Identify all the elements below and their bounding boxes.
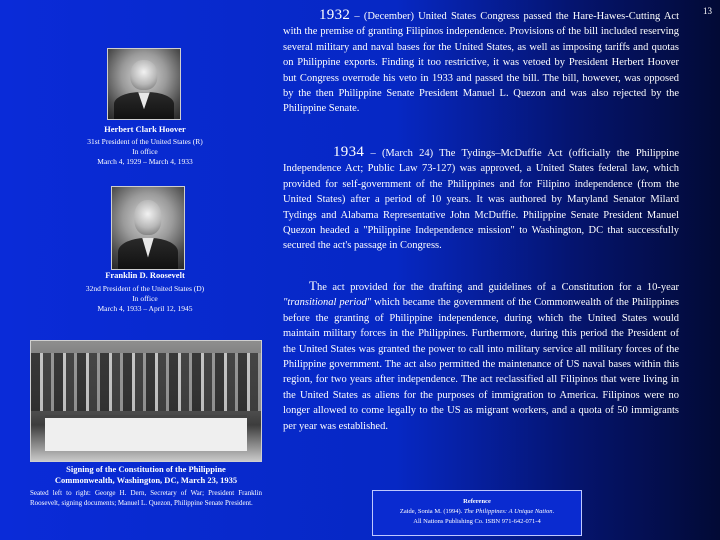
paragraph-act-text-before: he act provided for the drafting and guidelines of a Constitution for a 10-year	[316, 282, 679, 293]
year-1932: 1932	[319, 7, 351, 23]
reference-citation: Zaide, Sonia M. (1994). The Philippines: A Unique Nation.	[399, 508, 555, 515]
signing-title-line2: Commonwealth, Washington, DC, March 23, 1935	[54, 475, 238, 485]
signing-title-line1: Signing of the Constitution of the Philippine	[66, 464, 226, 474]
signing-description: Seated left to right: George H. Dern, Secretary of War; President Franklin Roosevelt, signing documents; Manuel L. Quezon, Philippine Senate President.	[30, 489, 262, 507]
reference-book-title: The Philippines: A Unique Nation	[463, 508, 553, 515]
roosevelt-portrait	[111, 186, 185, 270]
roosevelt-caption	[60, 270, 230, 314]
hoover-caption	[60, 124, 230, 167]
reference-publisher: All Nations Publishing Co. ISBN 971-642-071-4	[413, 518, 541, 525]
hoover-term: March 4, 1929 – March 4, 1933	[97, 157, 193, 166]
signing-caption	[28, 464, 264, 486]
paragraph-act-lead: T	[309, 278, 317, 293]
roosevelt-name: Franklin D. Roosevelt	[105, 270, 185, 280]
portrait-photo-icon	[134, 200, 161, 234]
year-1934: 1934	[333, 144, 365, 160]
reference-title: Reference	[463, 498, 491, 505]
roosevelt-term: March 4, 1933 – April 12, 1945	[97, 304, 193, 313]
paragraph-act	[283, 278, 679, 434]
paragraph-1932	[283, 8, 679, 117]
signing-photo	[30, 340, 262, 462]
page-number: 13	[703, 6, 712, 16]
paragraph-1932-text: – (December) United States Congress passed the Hare-Hawes-Cutting Act with the premise of granting Filipinos independence. Provisions of the bill included reserving several military and naval bases for the United States, as well as imposing tariffs and quotas on Philippine exports. Finding it too restrictive, it was vetoed by President Herbert Hoover but Congress overrode his veto in 1933 and passed the bill. The bill, however, was opposed by the then Philippine Senate President Manuel L. Quezon and was also rejected by the Philippine Senate.	[283, 11, 679, 115]
hoover-portrait	[107, 48, 181, 120]
roosevelt-in-office: In office	[132, 294, 158, 303]
paragraph-act-emphasis: "transitional period"	[283, 297, 372, 309]
hoover-name: Herbert Clark Hoover	[104, 124, 186, 134]
group-photo-icon	[31, 353, 261, 411]
portrait-photo-icon	[130, 60, 157, 89]
hoover-in-office: In office	[132, 147, 158, 156]
paragraph-1934-text: – (March 24) The Tydings–McDuffie Act (officially the Philippine Independence Act; Public Law 73-127) was approved, a United States federal law, which provided for self-government of the Philippines and for Filipino independence (from the United States) after a period of 10 years. It was authored by Maryland Senator Milard Tydings and Alabama Representative John McDuffie. Philippine Senate President Manuel Quezon headed a "Philippine Independence mission" to Washington, DC that successfully secured the act's passage in Congress.	[283, 148, 679, 252]
roosevelt-office: 32nd President of the United States (D)	[85, 284, 205, 293]
reference-box	[372, 490, 582, 536]
hoover-office: 31st President of the United States (R)	[87, 137, 203, 146]
paragraph-1934	[283, 145, 679, 254]
paragraph-act-text-after: which became the government of the Commonwealth of the Philippines before the granting of Philippine independence, during which the United States would maintain military forces in the Philippines. Furthermore, during this period the President of the United States was granted the power to call into military service all military forces of the Philippine government. The act also permitted the maintenance of US naval bases within this region, for two years after independence. The act reclassified all Filipinos that were living in the United States as aliens for the purposes of immigration to America. Filipinos were no longer allowed to come legally to the US as migrant workers, and a quota of 50 immigrants per year was established.	[283, 297, 679, 432]
